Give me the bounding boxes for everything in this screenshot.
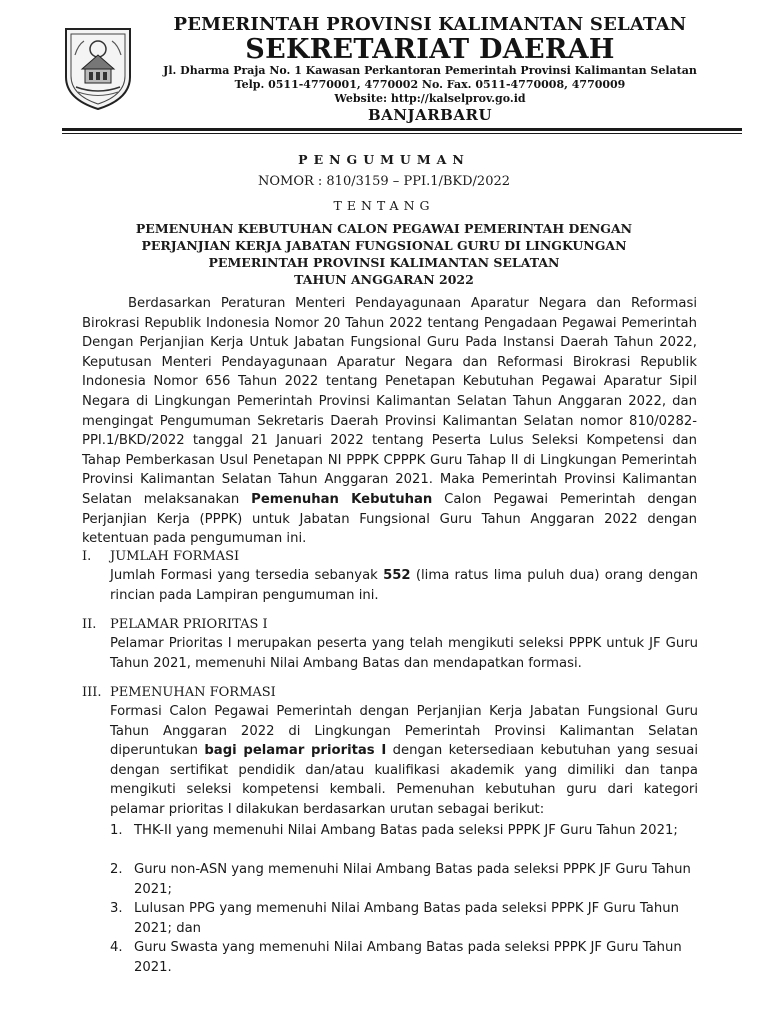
section-3-number: III. xyxy=(82,685,102,700)
announcement-number: NOMOR : 810/3159 – PPI.1/BKD/2022 xyxy=(257,174,511,189)
letterhead-divider-thin xyxy=(62,133,742,134)
letterhead-address: Jl. Dharma Praja No. 1 Kawasan Perkantoran Pemerintah Provinsi Kalimantan Selatan xyxy=(163,64,697,77)
list-item xyxy=(110,938,698,977)
letterhead-website: Website: http://kalselprov.go.id xyxy=(334,92,526,105)
list-item-text: Guru non-ASN yang memenuhi Nilai Ambang Batas pada seleksi PPPK JF Guru Tahun 2021; xyxy=(134,862,691,897)
list-item-text: Lulusan PPG yang memenuhi Nilai Ambang Batas pada seleksi PPPK JF Guru Tahun 2021; dan xyxy=(134,901,679,936)
intro-text: Berdasarkan Peraturan Menteri Pendayagunaan Aparatur Negara dan Reformasi Birokrasi Republik Indonesia Nomor 20 Tahun 2022 tentang Pengadaan Pegawai Pemerintah Dengan Perjanjian Kerja Untuk Jabatan Fungsional Guru Pada Instansi Daerah Tahun 2022, Keputusan Menteri Pendayagunaan Aparatur Negara dan Reformasi Birokrasi Republik Indonesia Nomor 656 Tahun 2022 tentang Penetapan Kebutuhan Pegawai Aparatur Sipil Negara di Lingkungan Pemerintah Provinsi Kalimantan Selatan Tahun Anggaran 2022, dan mengingat Pengumuman Sekretaris Daerah Provinsi Kalimantan Selatan nomor 810/0282-PPI.1/BKD/2022 tanggal 21 Januari 2022 tentang Peserta Lulus Seleksi Kompetensi dan Tahap Pemberkasan Usul Penetapan NI PPPK CPPPK Guru Tahap II di Lingkungan Pemerintah Provinsi Kalimantan Selatan Tahun Anggaran 2021. Maka Pemerintah Provinsi Kalimantan Selatan melaksanakan xyxy=(82,296,697,507)
section-2-title: PELAMAR PRIORITAS I xyxy=(110,617,268,632)
section-3-title: PEMENUHAN FORMASI xyxy=(110,685,276,700)
list-item-number: 4. xyxy=(110,940,123,955)
announcement-heading: PENGUMUMAN xyxy=(298,152,470,167)
list-item xyxy=(110,821,698,841)
section-1-bold-text: 552 xyxy=(383,568,411,583)
section-1-number: I. xyxy=(82,549,92,564)
letterhead-government: PEMERINTAH PROVINSI KALIMANTAN SELATAN xyxy=(173,14,687,35)
letterhead-phone: Telp. 0511-4770001, 4770002 No. Fax. 0511-4770008, 4770009 xyxy=(234,78,626,91)
section-2-number: II. xyxy=(82,617,97,632)
intro-paragraph xyxy=(82,294,697,549)
section-3-text-part: Formasi Calon Pegawai Pemerintah dengan Perjanjian Kerja Jabatan Fungsional Guru Tahun Anggaran 2022 di Lingkungan Pemerintah Provinsi Kalimantan Selatan diperuntukan xyxy=(110,704,698,759)
section-1-text-part: (lima ratus lima puluh dua) orang dengan rincian pada Lampiran pengumuman ini. xyxy=(110,568,699,603)
section-1-text xyxy=(110,566,698,605)
letterhead-city: BANJARBARU xyxy=(367,106,493,124)
announcement-title xyxy=(60,220,708,288)
provincial-emblem-icon xyxy=(62,25,134,111)
list-item-number: 2. xyxy=(110,862,123,877)
section-3-text xyxy=(110,702,698,820)
intro-text: Calon Pegawai Pemerintah dengan Perjanjian Kerja (PPPK) untuk Jabatan Fungsional Guru Tahun Anggaran 2022 dengan ketentuan pada pengumuman ini. xyxy=(82,491,697,547)
section-3-bold-text: bagi pelamar prioritas I xyxy=(204,743,387,759)
title-line: PERJANJIAN KERJA JABATAN FUNGSIONAL GURU DI LINGKUNGAN xyxy=(141,238,627,253)
letterhead-divider-thick xyxy=(62,128,742,131)
title-line: PEMERINTAH PROVINSI KALIMANTAN SELATAN xyxy=(208,255,560,270)
list-item xyxy=(110,860,698,899)
section-2-text: Pelamar Prioritas I merupakan peserta yang telah mengikuti seleksi PPPK untuk JF Guru Tahun 2021, memenuhi Nilai Ambang Batas dan mendapatkan formasi. xyxy=(110,636,698,671)
intro-bold-text: Pemenuhan Kebutuhan xyxy=(251,491,433,507)
section-1-title: JUMLAH FORMASI xyxy=(110,549,240,564)
letterhead-office: SEKRETARIAT DAERAH xyxy=(245,34,615,65)
list-item-number: 1. xyxy=(110,823,123,838)
list-item-number: 3. xyxy=(110,901,123,916)
title-line: TAHUN ANGGARAN 2022 xyxy=(294,272,474,287)
list-item-text: THK-II yang memenuhi Nilai Ambang Batas pada seleksi PPPK JF Guru Tahun 2021; xyxy=(134,823,678,838)
list-item xyxy=(110,899,698,938)
section-3-text-part: dengan ketersediaan kebutuhan yang sesuai dengan sertifikat pendidik dan/atau kualifikasi akademik yang dimiliki dan tanpa mengikuti seleksi kompetensi kembali. Pemenuhan kebutuhan guru dari kategori pelamar prioritas I dilakukan berdasarkan urutan sebagai berikut: xyxy=(110,743,699,817)
title-line: PEMENUHAN KEBUTUHAN CALON PEGAWAI PEMERINTAH DENGAN xyxy=(135,221,633,236)
list-item-text: Guru Swasta yang memenuhi Nilai Ambang Batas pada seleksi PPPK JF Guru Tahun 2021. xyxy=(134,940,682,975)
section-1-text-part: Jumlah Formasi yang tersedia sebanyak xyxy=(110,568,384,583)
announcement-about: TENTANG xyxy=(333,198,435,213)
